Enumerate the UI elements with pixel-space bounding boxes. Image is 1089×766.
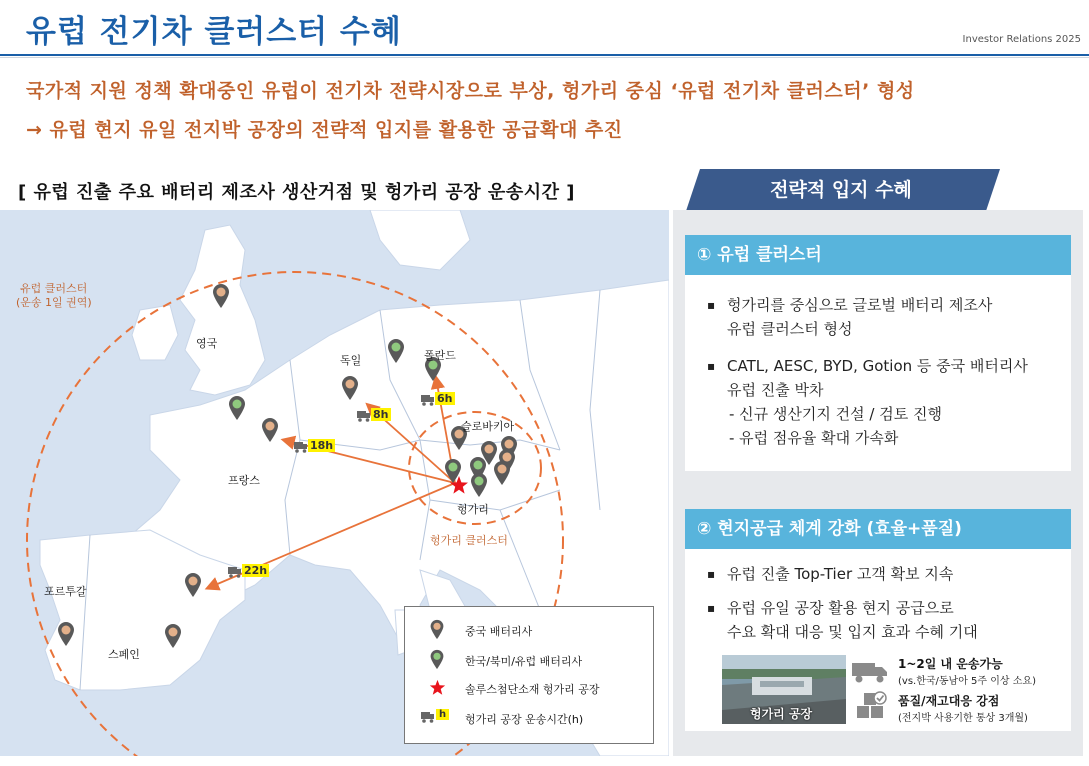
- korean-battery-pin-icon: [386, 338, 406, 364]
- europe-map: 8h 6h 18h 22h 유럽 클러스터 (운송 1일 권역) 헝가리 클러스터 영국 독일 폴란드 슬로바키아 프랑스 헝가리 포르투갈 스페인: [0, 210, 669, 756]
- header-divider: [0, 54, 1089, 56]
- card1-sub1: - 신규 생산기지 건설 / 검토 진행: [729, 405, 942, 423]
- chinese-battery-pin-icon: [183, 572, 203, 598]
- hungary-plant-photo: [722, 655, 846, 724]
- map-legend: [404, 606, 654, 744]
- card1-bullet2-line1: ▪ CATL, AESC, BYD, Gotion 등 중국 배터리사: [727, 354, 1028, 378]
- boxes-check-icon: [855, 690, 887, 720]
- chinese-battery-pin-icon: [429, 619, 445, 640]
- chinese-battery-pin-icon: [163, 623, 183, 649]
- chinese-battery-pin-icon: [492, 460, 512, 486]
- chinese-battery-pin-icon: [260, 417, 280, 443]
- label-hungary: 헝가리: [457, 503, 489, 516]
- label-germany: 독일: [340, 354, 362, 367]
- lead-line-2: → 유럽 현지 유일 전지박 공장의 전략적 입지를 활용한 공급확대 추진: [26, 119, 623, 141]
- plant-star-icon: [429, 679, 446, 696]
- card1-title: ① 유럽 클러스터: [685, 235, 1071, 275]
- feature1-note: (vs.한국/동남아 5주 이상 소요): [898, 676, 1036, 687]
- europe-cluster-label-1: 유럽 클러스터: [20, 282, 88, 295]
- card-europe-cluster: [685, 235, 1071, 471]
- legend-transit-icon: h: [421, 709, 457, 725]
- europe-cluster-label-2: (운송 1일 권역): [16, 296, 92, 309]
- chinese-battery-pin-icon: [211, 283, 231, 309]
- card1-bullet1-line1: ▪ 헝가리를 중심으로 글로벌 배터리 제조사: [727, 293, 992, 317]
- right-panel-title: 전략적 입지 수혜: [770, 179, 912, 201]
- company-tag: Investor Relations 2025: [962, 34, 1081, 45]
- card1-sub2: - 유럽 점유율 확대 가속화: [729, 429, 899, 447]
- photo-caption: 헝가리 공장: [750, 707, 813, 721]
- label-portugal: 포르투갈: [44, 585, 87, 598]
- truck-icon: [228, 566, 242, 578]
- legend-chinese: 중국 배터리사: [465, 625, 533, 638]
- label-france: 프랑스: [228, 474, 260, 487]
- korean-battery-pin-icon: [227, 395, 247, 421]
- label-poland: 폴란드: [424, 349, 456, 362]
- card1-bullet1-line2: 유럽 클러스터 형성: [727, 320, 853, 338]
- label-uk: 영국: [196, 337, 218, 350]
- card1-bullet2-line2: 유럽 진출 박차: [727, 381, 824, 399]
- header-divider-shadow: [0, 57, 1089, 58]
- feature2-title: 품질/재고대응 강점: [898, 694, 1000, 708]
- legend-transit: 헝가리 공장 운송시간(h): [465, 713, 584, 726]
- feature1-title: 1~2일 내 운송가능: [898, 657, 1003, 671]
- page-title: 유럽 전기차 클러스터 수혜: [26, 14, 402, 50]
- map-section-title: [ 유럽 진출 주요 배터리 제조사 생산거점 및 헝가리 공장 운송시간 ]: [18, 182, 575, 203]
- card2-title: ② 현지공급 체계 강화 (효율+품질): [685, 509, 1071, 549]
- truck-icon: [421, 394, 435, 406]
- truck-icon: [357, 410, 371, 422]
- legend-korean: 한국/북미/유럽 배터리사: [465, 655, 583, 668]
- chinese-battery-pin-icon: [56, 621, 76, 647]
- label-slovakia: 슬로바키아: [461, 420, 515, 433]
- plant-star-icon: [449, 475, 469, 495]
- truck-icon: [421, 711, 435, 723]
- card2-bullet2-line1: ▪ 유럽 유일 공장 활용 현지 공급으로: [727, 596, 954, 620]
- korean-battery-pin-icon: [429, 649, 445, 670]
- card2-bullet2-line2: 수요 확대 대응 및 입지 효과 수혜 기대: [727, 623, 978, 641]
- truck-icon: [294, 441, 308, 453]
- truck-icon: [851, 660, 889, 684]
- label-spain: 스페인: [108, 648, 140, 661]
- feature2-note: (전지박 사용기한 통상 3개월): [898, 713, 1028, 724]
- korean-battery-pin-icon: [469, 472, 489, 498]
- legend-plant: 솔루스첨단소재 헝가리 공장: [465, 683, 600, 696]
- card2-bullet1: ▪ 유럽 진출 Top-Tier 고객 확보 지속: [727, 562, 953, 586]
- chinese-battery-pin-icon: [340, 375, 360, 401]
- hungary-cluster-label: 헝가리 클러스터: [430, 534, 508, 547]
- lead-line-1: 국가적 지원 정책 확대중인 유럽이 전기차 전략시장으로 부상, 헝가리 중심 ‘유럽 전기차 클러스터’ 형성: [26, 80, 915, 102]
